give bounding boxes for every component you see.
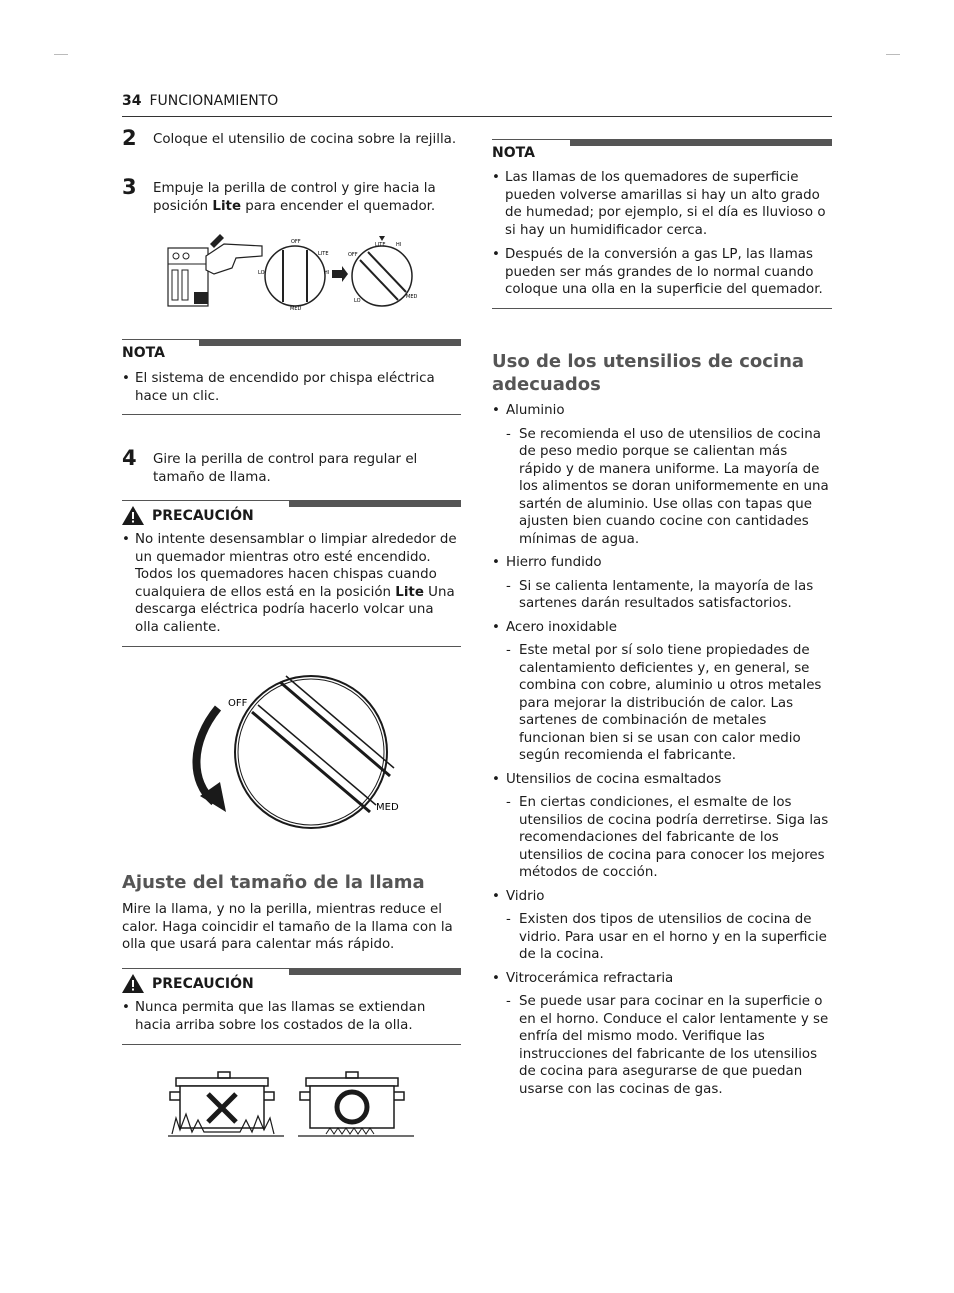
svg-text:OFF: OFF [228,698,248,709]
list-subitem: - Este metal por sí solo tiene propiedades de calentamiento deficientes y, en general, se combina con cobre, aluminio u otros metales para mejorar la distribución de calor. Las sartenes de combinación de metales funcionan bien si se usan con calor medio según recomienda el fabricante. [492,642,832,765]
step-number: 2 [122,126,137,150]
caution-title: PRECAUCIÓN [152,975,254,992]
list-subitem: - Se puede usar para cocinar en la superficie o en el horno. Conduce el calor lentamente y se enfría del mismo modo. Verifique las instrucciones del fabricante de los utensilios de cocina para asegurarse de que puedan usarse con las cocinas de gas. [492,993,832,1098]
list-item: • Hierro fundido [492,554,832,572]
step-text: Coloque el utensilio de cocina sobre la rejilla. [153,132,457,147]
note-box [122,339,461,415]
list-item: • Utensilios de cocina esmaltados [492,771,832,789]
section-title: FUNCIONAMIENTO [149,93,279,109]
page-number: 34 [122,93,142,109]
knob-rotate-illustration [180,672,410,832]
list-item: • Vidrio [492,888,832,906]
svg-text:LITE: LITE [318,251,329,257]
svg-text:MED: MED [406,294,418,300]
step-3 [122,177,462,215]
section-heading: Uso de los utensilios de cocina adecuados [492,351,805,395]
pot-flame-illustration [166,1070,418,1140]
svg-text:OFF: OFF [348,252,358,258]
page-header [122,90,832,117]
warning-icon [122,974,144,993]
svg-text:HI: HI [396,242,402,248]
svg-text:MED: MED [290,306,302,310]
step-2 [122,128,462,149]
svg-text:HI: HI [324,270,330,276]
list-item: • Acero inoxidable [492,619,832,637]
svg-text:LO: LO [354,298,361,304]
svg-text:LITE: LITE [375,242,386,248]
list-item: • Vitrocerámica refractaria [492,970,832,988]
svg-text:LO: LO [258,270,265,276]
caution-title: PRECAUCIÓN [152,507,254,524]
step-number: 3 [122,175,137,199]
caution-item: • No intente desensamblar o limpiar alrededor de un quemador mientras otro esté encendido. Todos los quemadores hacen chispas cuando cualquiera de ellos está en la posición Lite Una descarga eléctrica podría hacerlo volcar una olla caliente. [122,531,461,636]
list-subitem: - Se recomienda el uso de utensilios de cocina de peso medio porque se calientan más rápido y de manera uniforme. La mayoría de los alimentos se doran uniformemente en una sartén de aluminio. Use ollas con tapas que ajusten bien cuando cocine con cantidades mínimas de agua. [492,426,832,549]
step-number: 4 [122,446,137,470]
note-item: • Después de la conversión a gas LP, las llamas pueden ser más grandes de lo normal cuando coloque una olla en la superficie del quemador. [492,246,832,299]
note-box [492,139,832,309]
note-item: • Las llamas de los quemadores de superficie pueden volverse amarillas si hay un alto grado de humedad; por ejemplo, si el día es lluvioso o si hay un humidificador cerca. [492,169,832,239]
list-subitem: - Si se calienta lentamente, la mayoría de las sartenes darán resultados satisfactorios. [492,578,832,613]
caution-box [122,500,461,647]
cookware-list [492,402,832,1104]
note-title: NOTA [122,345,165,361]
section-heading: Ajuste del tamaño de la llama [122,872,425,893]
step-4 [122,448,462,486]
caution-item: • Nunca permita que las llamas se extiendan hacia arriba sobre los costados de la olla. [122,999,461,1034]
warning-icon [122,506,144,525]
note-item: • El sistema de encendido por chispa eléctrica hace un clic. [122,370,461,405]
knob-push-illustration [166,234,420,310]
note-title: NOTA [492,145,535,161]
list-subitem: - Existen dos tipos de utensilios de cocina de vidrio. Para usar en el horno y en la superficie de la cocina. [492,911,832,964]
crop-mark [886,54,900,55]
step-text: Gire la perilla de control para regular el tamaño de llama. [153,452,418,485]
caution-box [122,968,461,1046]
list-item: • Aluminio [492,402,832,420]
svg-text:MED: MED [376,802,399,813]
step-text: Empuje la perilla de control y gire hacia la posición Lite para encender el quemador. [153,181,436,214]
crop-mark [54,54,68,55]
svg-text:OFF: OFF [291,239,301,245]
list-subitem: - En ciertas condiciones, el esmalte de los utensilios de cocina podría derretirse. Siga las recomendaciones del fabricante de los utensilios de cocina para conocer los mejores métodos de cocción. [492,794,832,882]
section-paragraph: Mire la llama, y no la perilla, mientras reduce el calor. Haga coincidir el tamaño de la llama con la olla que usará para calentar más rápido. [122,902,453,952]
